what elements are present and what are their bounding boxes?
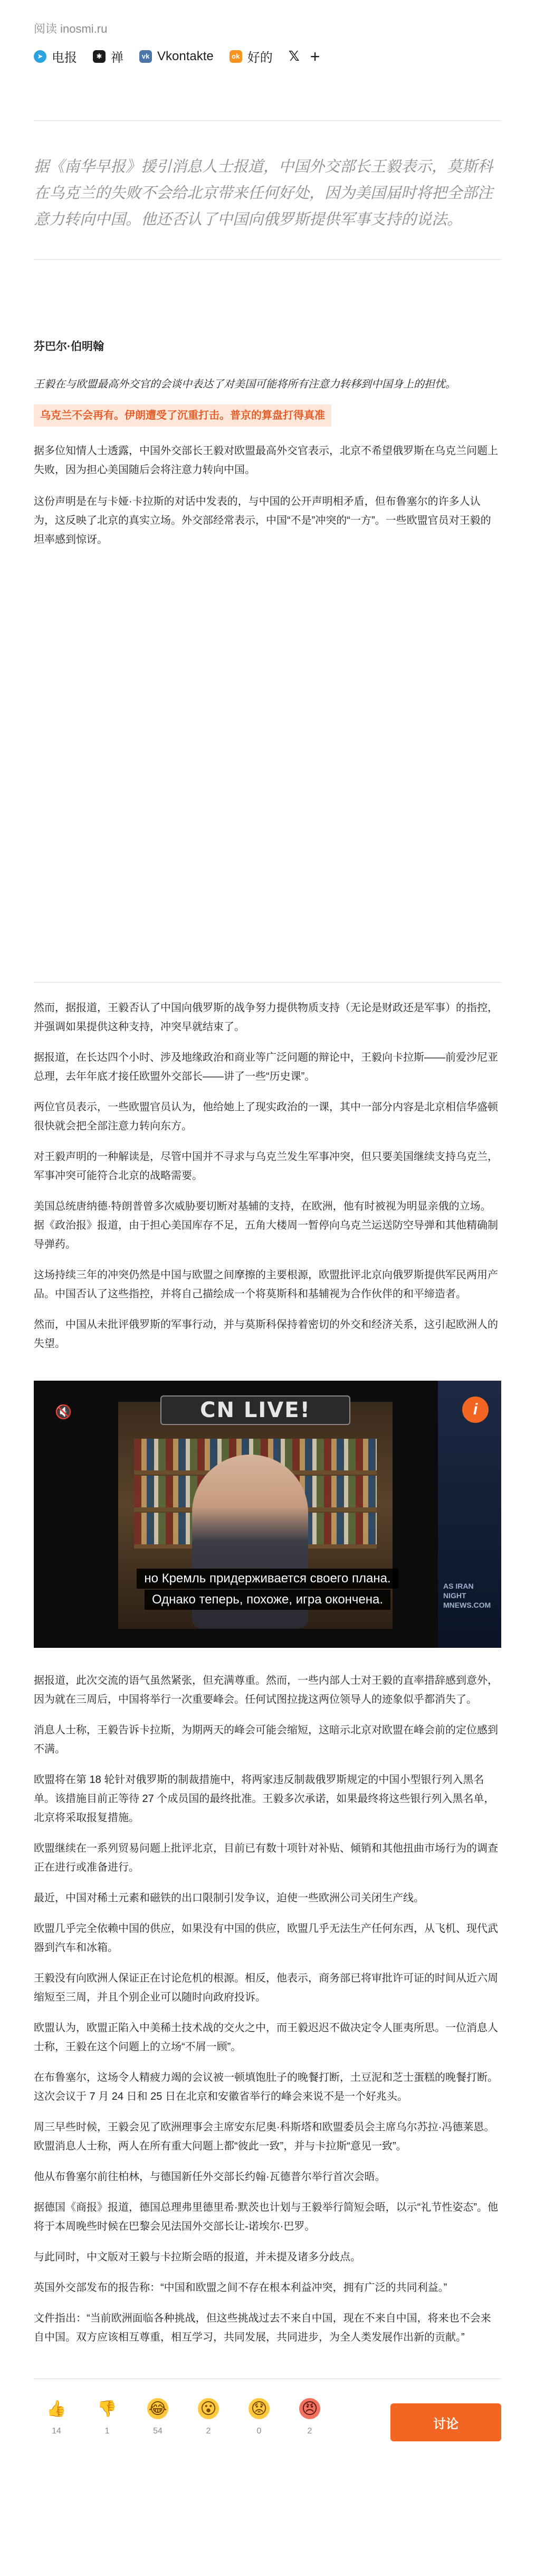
share-ok-label: 好的 — [247, 51, 273, 65]
paragraph: 这份声明是在与卡娅·卡拉斯的对话中发表的，与中国的公开声明相矛盾，但布鲁塞尔的许多人认为，这反映了北京的真实立场。外交部经常表示，中国“不是”冲突的“一方”。一些欧盟官员对王毅的坦率感到惊讶。 — [34, 496, 491, 545]
share-more-button[interactable]: + — [310, 46, 320, 66]
share-zen[interactable] — [93, 47, 123, 65]
source-link[interactable]: 阅读 inosmi.ru — [34, 22, 108, 35]
paragraph: 对王毅声明的一种解读是，尽管中国并不寻求与乌克兰发生军事冲突，但只要美国继续支持乌克兰，军事冲突可能符合北京的战略需要。 — [34, 1151, 498, 1182]
paragraph: 欧盟几乎完全依赖中国的供应，如果没有中国的供应，欧盟几乎无法生产任何东西，从飞机、现代武器到汽车和冰箱。 — [34, 1923, 498, 1954]
article-subtitle: 王毅在与欧盟最高外交官的会谈中表达了对美国可能将所有注意力转移到中国身上的担忧。 — [34, 379, 456, 390]
divider — [34, 259, 501, 260]
reaction-sad[interactable] — [236, 2398, 282, 2436]
article-lead: 据《南华早报》援引消息人士报道，中国外交部长王毅表示，莫斯科在乌克兰的失败不会给北京带来任何好处，因为美国届时将把全部注意力转向中国。他还否认了中国向俄罗斯提供军事支持的说法。 — [34, 158, 493, 228]
paragraph: 据报道，此次交流的语气虽然紧张，但充满尊重。然而，一些内部人士对王毅的直率措辞感到意外，因为就在三周后，中国将举行一次重要峰会。任何试图拉拢这两位领导人的迹象似乎都消失了。 — [34, 1675, 498, 1705]
x-icon: 𝕏 — [288, 48, 300, 64]
reaction-count: 2 — [307, 2427, 312, 2436]
angry-face-icon: 😠 — [299, 2398, 320, 2419]
discuss-button[interactable]: 讨论 — [390, 2403, 501, 2441]
paragraph: 美国总统唐纳德·特朗普曾多次威胁要切断对基辅的支持，在欧洲，他有时被视为明显亲俄的立场。据《政治报》报道，由于担心美国库存不足，五角大楼周一暂停向乌克兰运送防空导弹和其他精确制导弹药。 — [34, 1201, 498, 1250]
paragraph: 这场持续三年的冲突仍然是中国与欧盟之间摩擦的主要根源，欧盟批评北京向俄罗斯提供军民两用产品。中国否认了这些指控，并将自己描绘成一个将莫斯科和基辅视为合作伙伴的和平缔造者。 — [34, 1269, 498, 1300]
thumbs-down-icon: 👎 — [97, 2400, 117, 2418]
reaction-count: 54 — [153, 2427, 163, 2436]
sad-face-icon: 😟 — [249, 2398, 270, 2419]
paragraph: 文件指出：“当前欧洲面临各种挑战，但这些挑战过去不来自中国，现在不来自中国，将来也不会来自中国。双方应该相互尊重，相互学习，共同发展，共同进步，为全人类发展作出新的贡献。” — [34, 2313, 491, 2343]
reaction-dislike[interactable] — [84, 2398, 130, 2436]
paragraph: 两位官员表示，一些欧盟官员认为，他给她上了现实政治的一课，其中一部分内容是北京相信华盛顿很快就会把全部注意力转向东方。 — [34, 1101, 498, 1132]
mute-icon[interactable]: 🔇 — [55, 1404, 72, 1420]
paragraph: 英国外交部发布的报告称：“中国和欧盟之间不存在根本利益冲突，拥有广泛的共同利益。” — [34, 2282, 447, 2294]
paragraph: 据德国《商报》报道，德国总理弗里德里希·默茨也计划与王毅举行简短会晤，以示“礼节性姿态”。他将于本周晚些时候在巴黎会见法国外交部长让-诺埃尔·巴罗。 — [34, 2202, 498, 2232]
video-player[interactable] — [34, 1381, 501, 1648]
divider — [34, 120, 501, 121]
odnoklassniki-icon: ok — [230, 50, 242, 63]
laughing-face-icon: 😂 — [147, 2398, 168, 2419]
paragraph: 周三早些时候，王毅会见了欧洲理事会主席安东尼奥·科斯塔和欧盟委员会主席乌尔苏拉·冯德莱恩。欧盟消息人士称，两人在所有重大问题上都“彼此一致”，并与卡拉斯“意见一致”。 — [34, 2121, 495, 2152]
share-telegram[interactable] — [34, 47, 77, 65]
subtitle-line-2: Однако теперь, похоже, игра окончена. — [145, 1590, 390, 1610]
article-body-part-1 — [34, 441, 501, 549]
share-odnoklassniki[interactable] — [230, 47, 273, 65]
zen-icon: ✱ — [93, 50, 106, 63]
author-name[interactable]: 芬巴尔·伯明翰 — [34, 341, 104, 353]
subtitle-line-1: но Кремль придерживается своего плана. — [137, 1569, 398, 1589]
reactions-bar — [34, 2398, 501, 2441]
paragraph: 王毅没有向欧洲人保证正在讨论危机的根源。相反，他表示，商务部已将审批许可证的时间从近六周缩短至三周，并且个别企业可以随时向政府投诉。 — [34, 1973, 498, 2003]
side-text: AS IRAN NIGHT MNEWS.COM — [443, 1582, 491, 1609]
paragraph: 然而，中国从未批评俄罗斯的军事行动，并与莫斯科保持着密切的外交和经济关系，这引起欧洲人的失望。 — [34, 1319, 498, 1350]
paragraph: 他从布鲁塞尔前往柏林，与德国新任外交部长约翰·瓦德普尔举行首次会晤。 — [34, 2171, 386, 2183]
related-article-link[interactable]: 乌克兰不会再有。伊朗遭受了沉重打击。普京的算盘打得真准 — [34, 404, 331, 427]
article-body-part-3 — [34, 1671, 501, 2347]
reaction-count: 14 — [52, 2427, 61, 2436]
reaction-angry[interactable] — [287, 2398, 332, 2436]
thumbs-up-icon: 👍 — [46, 2400, 66, 2418]
vk-icon: vk — [139, 50, 152, 63]
share-bar — [34, 47, 501, 65]
brand-icon: i — [462, 1396, 489, 1423]
telegram-icon: ➤ — [34, 50, 46, 63]
surprised-face-icon: 😮 — [198, 2398, 219, 2419]
paragraph: 欧盟认为，欧盟正陷入中美稀土技术战的交火之中，而王毅迟迟不做决定令人匪夷所思。一位消息人士称，王毅在这个问题上的立场“不屑一顾”。 — [34, 2022, 498, 2053]
paragraph: 与此同时，中文版对王毅与卡拉斯会晤的报道，并未提及诸多分歧点。 — [34, 2251, 361, 2263]
channel-logo: CN LIVE! — [160, 1395, 350, 1425]
paragraph: 然而，据报道，王毅否认了中国向俄罗斯的战争努力提供物质支持（无论是财政还是军事）的指控，并强调如果提供这种支持，冲突早就结束了。 — [34, 1002, 498, 1033]
reaction-laugh[interactable] — [135, 2398, 180, 2436]
share-zen-label: 禅 — [111, 51, 123, 65]
paragraph: 消息人士称，王毅告诉卡拉斯，为期两天的峰会可能会缩短，这暗示北京对欧盟在峰会前的定位感到不满。 — [34, 1724, 498, 1755]
reaction-count: 1 — [104, 2427, 110, 2436]
reaction-count: 2 — [206, 2427, 211, 2436]
article-body-part-2 — [34, 998, 501, 1353]
paragraph: 欧盟继续在一系列贸易问题上批评北京，目前已有数十项针对补贴、倾销和其他扭曲市场行为的调查正在进行或准备进行。 — [34, 1843, 498, 1873]
divider — [34, 982, 501, 983]
reaction-like[interactable] — [34, 2398, 79, 2436]
paragraph: 欧盟将在第 18 轮针对俄罗斯的制裁措施中，将两家违反制裁俄罗斯规定的中国小型银行列入黑名单。该措施目前正等待 27 个成员国的最终批准。王毅多次承诺，如果最终将这些银行列入黑名单，北京将采取报复措施。 — [34, 1774, 495, 1824]
reaction-surprised[interactable] — [186, 2398, 231, 2436]
share-vk[interactable] — [139, 49, 214, 64]
reaction-count: 0 — [256, 2427, 262, 2436]
paragraph: 在布鲁塞尔，这场令人精疲力竭的会议被一顿填饱肚子的晚餐打断，土豆泥和芝士蛋糕的晚餐打断。这次会议于 7 月 24 日和 25 日在北京和安徽省举行的峰会来说不是一个好兆头。 — [34, 2072, 498, 2102]
paragraph: 据报道，在长达四个小时、涉及地缘政治和商业等广泛问题的辩论中，王毅向卡拉斯——前爱沙尼亚总理，去年年底才接任欧盟外交部长——讲了一些“历史课”。 — [34, 1052, 498, 1082]
video-subtitles — [34, 1568, 501, 1610]
share-x[interactable] — [289, 50, 300, 63]
paragraph: 据多位知情人士透露，中国外交部长王毅对欧盟最高外交官表示，北京不希望俄罗斯在乌克兰问题上失败，因为担心美国随后会将注意力转向中国。 — [34, 445, 498, 476]
ad-placeholder — [34, 549, 501, 982]
paragraph: 最近，中国对稀土元素和磁铁的出口限制引发争议，迫使一些欧洲公司关闭生产线。 — [34, 1892, 424, 1904]
share-vk-label: Vkontakte — [157, 49, 214, 63]
share-telegram-label: 电报 — [52, 51, 77, 65]
